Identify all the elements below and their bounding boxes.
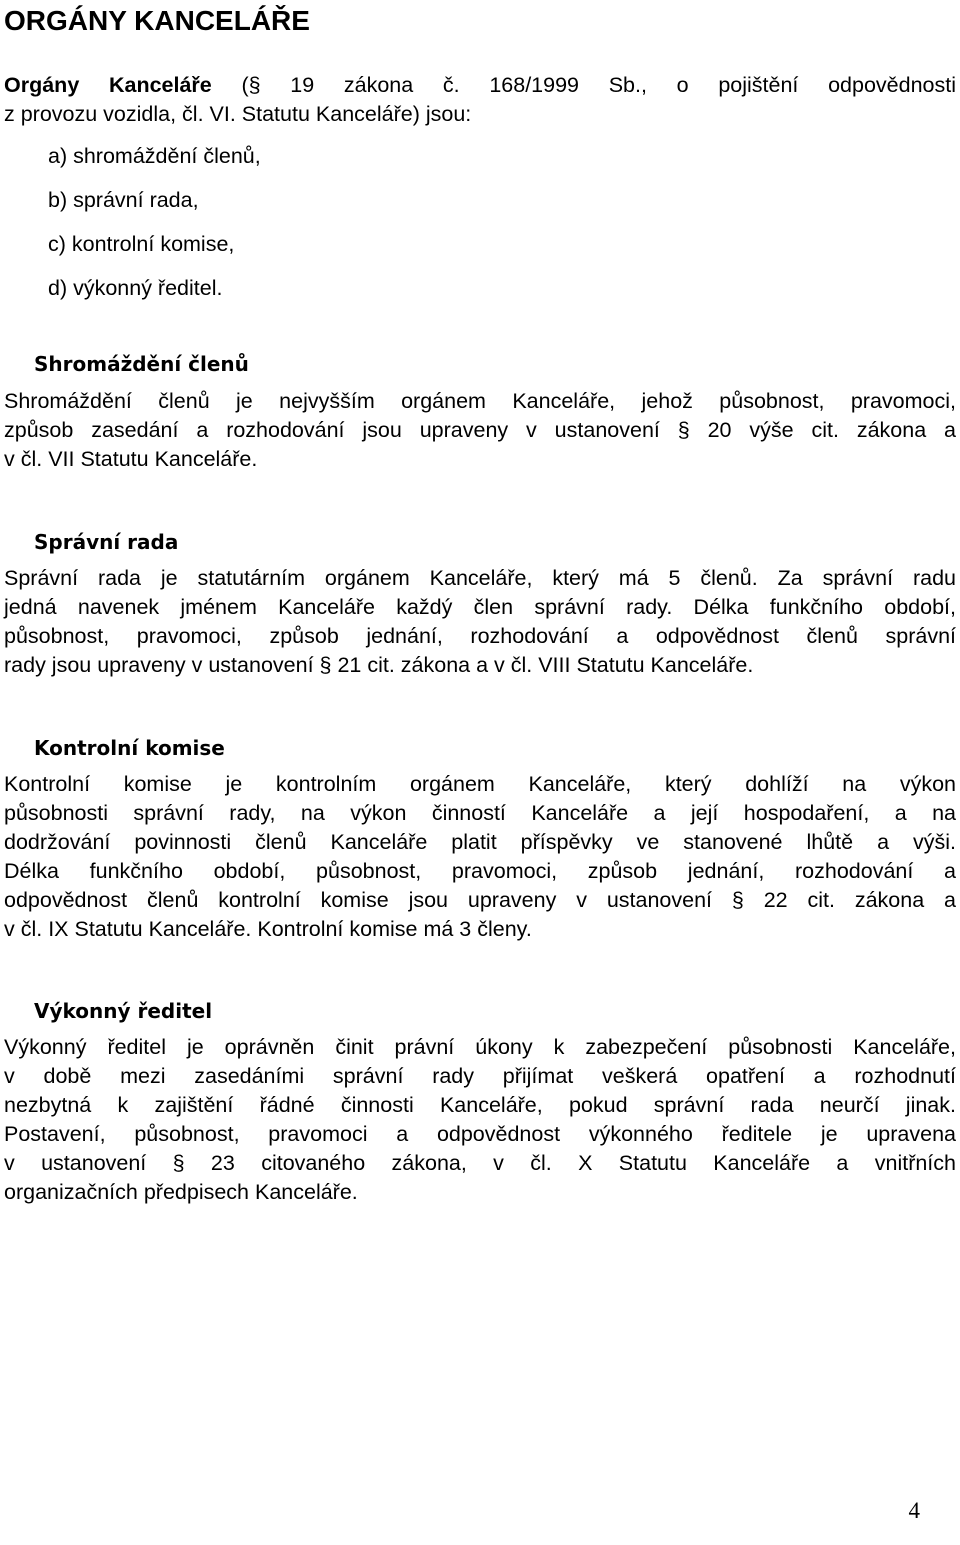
list-item: c) kontrolní komise, xyxy=(48,232,235,256)
list-item: b) správní rada, xyxy=(48,188,199,212)
text-line: odpovědnost členů kontrolní komise jsou upraveny v ustanovení § 22 cit. zákona a xyxy=(4,888,956,912)
text-line: Délka funkčního období, působnost, pravomoci, způsob jednání, rozhodování a xyxy=(4,859,956,883)
section-heading-shromazdeni: Shromáždění členů xyxy=(34,352,249,376)
text-line: v čl. VII Statutu Kanceláře. xyxy=(4,447,258,471)
list-item: d) výkonný ředitel. xyxy=(48,276,223,300)
page-number: 4 xyxy=(908,1498,920,1523)
intro-line xyxy=(4,71,956,100)
text-line: organizačních předpisech Kanceláře. xyxy=(4,1180,358,1204)
page-title: ORGÁNY KANCELÁŘE xyxy=(4,5,310,36)
intro-lead: Orgány Kanceláře xyxy=(4,73,212,97)
text-line: Správní rada je statutárním orgánem Kanceláře, který má 5 členů. Za správní radu xyxy=(4,566,956,590)
section-text-kontrolni-komise xyxy=(4,770,956,944)
text-line: jedná navenek jménem Kanceláře každý člen správní rady. Délka funkčního období, xyxy=(4,595,956,619)
text-line: Shromáždění členů je nejvyšším orgánem Kanceláře, jehož působnost, pravomoci, xyxy=(4,389,956,413)
section-text-spravni-rada xyxy=(4,564,956,680)
intro-line: z provozu vozidla, čl. VI. Statutu Kanceláře) jsou: xyxy=(4,102,472,126)
section-heading-kontrolni-komise: Kontrolní komise xyxy=(34,736,225,760)
text-line: způsob zasedání a rozhodování jsou upraveny v ustanovení § 20 výše cit. zákona a xyxy=(4,418,956,442)
text-line: nezbytná k zajištění řádné činnosti Kanceláře, pokud správní rada neurčí jinak. xyxy=(4,1093,956,1117)
text-line: Kontrolní komise je kontrolním orgánem Kanceláře, který dohlíží na výkon xyxy=(4,772,956,796)
text-line: působnosti správní rady, na výkon činností Kanceláře a její hospodaření, a na xyxy=(4,801,956,825)
organs-list xyxy=(48,134,261,310)
text-line: dodržování povinnosti členů Kanceláře platit příspěvky ve stanovené lhůtě a výši. xyxy=(4,830,956,854)
list-item: a) shromáždění členů, xyxy=(48,144,261,168)
text-line: působnost, pravomoci, způsob jednání, rozhodování a odpovědnost členů správní xyxy=(4,624,956,648)
intro-paragraph xyxy=(4,71,956,129)
text-line: rady jsou upraveny v ustanovení § 21 cit. zákona a v čl. VIII Statutu Kanceláře. xyxy=(4,653,754,677)
intro-line-rest: (§ 19 zákona č. 168/1999 Sb., o pojištění odpovědnosti xyxy=(211,73,956,97)
text-line: Výkonný ředitel je oprávněn činit právní úkony k zabezpečení působnosti Kanceláře, xyxy=(4,1035,956,1059)
section-heading-spravni-rada: Správní rada xyxy=(34,530,179,554)
section-text-shromazdeni xyxy=(4,387,956,474)
text-line: v čl. IX Statutu Kanceláře. Kontrolní komise má 3 členy. xyxy=(4,917,532,941)
text-line: Postavení, působnost, pravomoci a odpovědnost výkonného ředitele je upravena xyxy=(4,1122,956,1146)
text-line: v době mezi zasedáními správní rady přijímat veškerá opatření a rozhodnutí xyxy=(4,1064,956,1088)
text-line: v ustanovení § 23 citovaného zákona, v čl. X Statutu Kanceláře a vnitřních xyxy=(4,1151,956,1175)
section-heading-vykonny-reditel: Výkonný ředitel xyxy=(34,999,213,1023)
section-text-vykonny-reditel xyxy=(4,1033,956,1207)
